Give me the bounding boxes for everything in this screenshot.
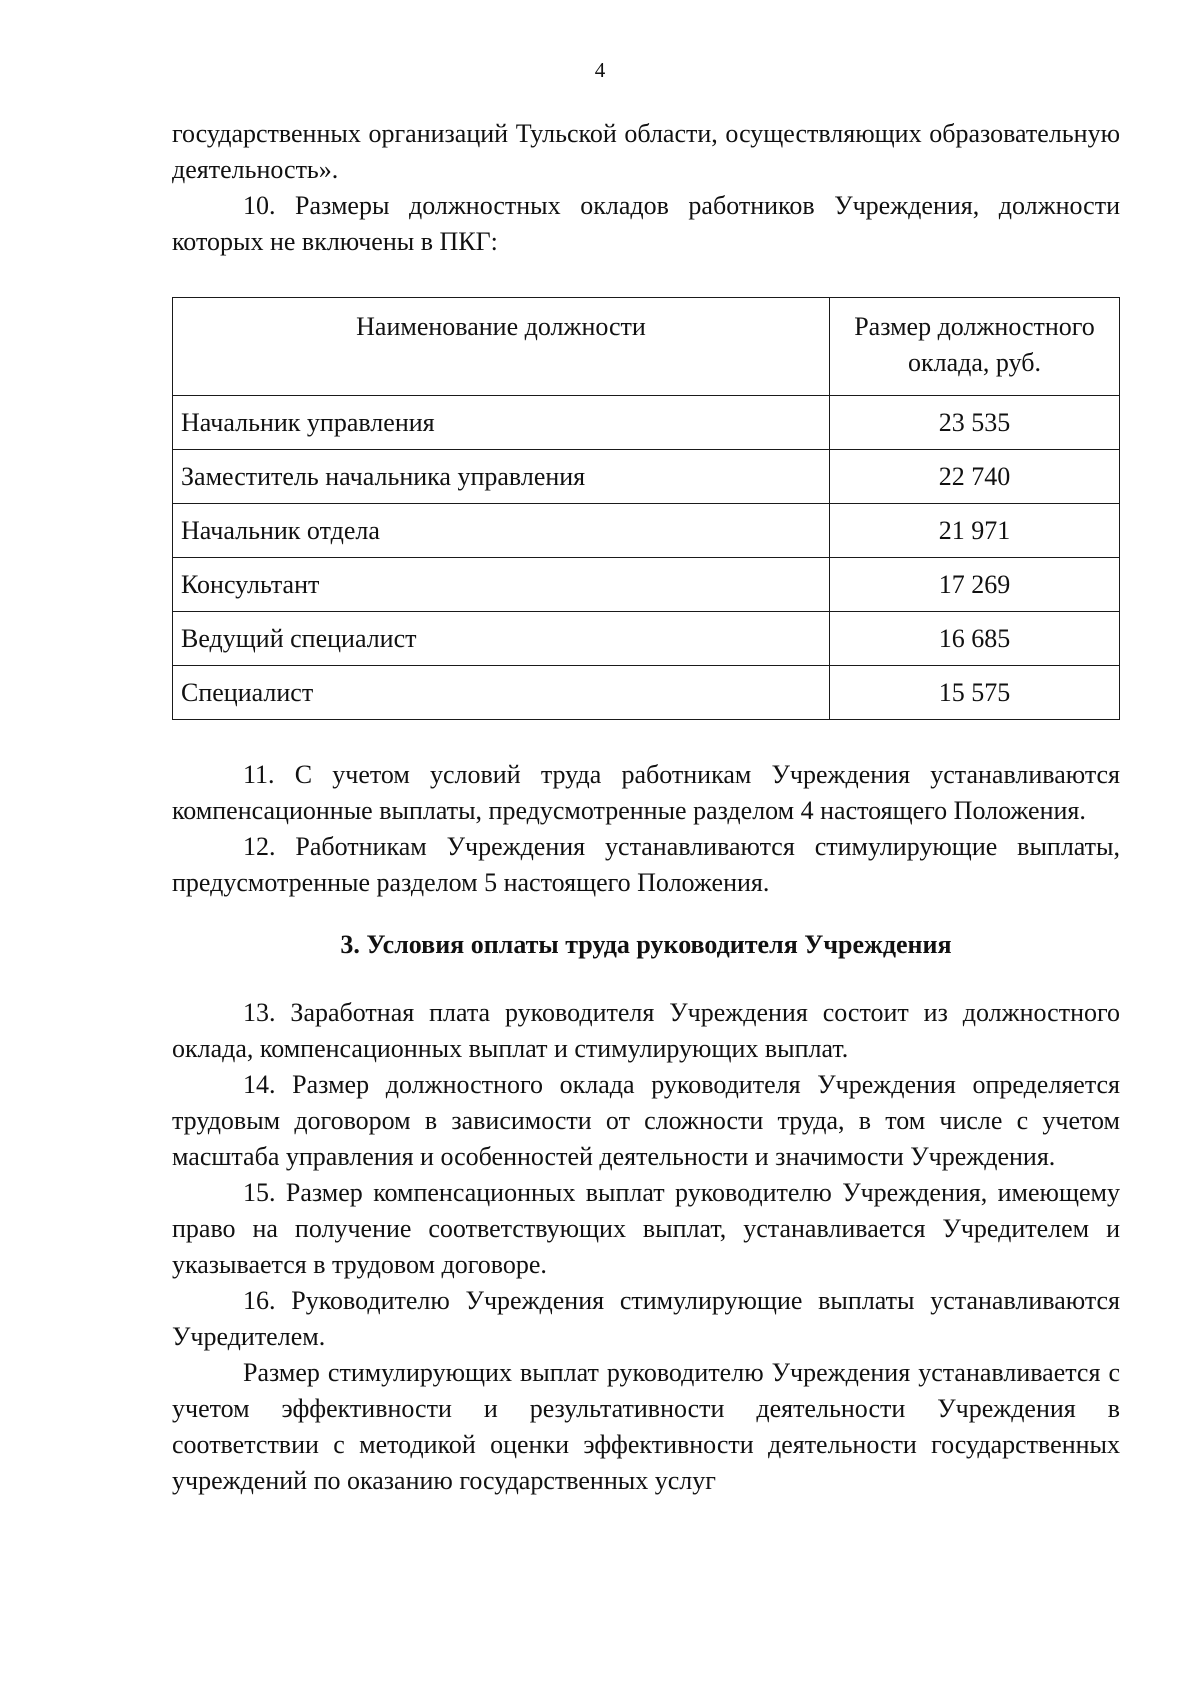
position-name-cell: Ведущий специалист	[173, 612, 830, 666]
header-salary: Размер должностного оклада, руб.	[830, 298, 1120, 396]
paragraph-12: 12. Работникам Учреждения устанавливаются стимулирующие выплаты, предусмотренные разделом 5 настоящего Положения.	[172, 832, 1120, 897]
paragraph-14: 14. Размер должностного оклада руководителя Учреждения определяется трудовым договором в зависимости от сложности труда, в том числе с учетом масштаба управления и особенностей деятельности и значимости Учреждения.	[172, 1070, 1120, 1171]
table-row	[173, 450, 1120, 504]
table-row	[173, 396, 1120, 450]
paragraph-11: 11. С учетом условий труда работникам Учреждения устанавливаются компенсационные выплаты, предусмотренные разделом 4 настоящего Положения.	[172, 760, 1120, 825]
paragraph-10: 10. Размеры должностных окладов работников Учреждения, должности которых не включены в ПКГ:	[172, 191, 1120, 256]
header-position-name: Наименование должности	[173, 298, 830, 396]
position-name-cell: Консультант	[173, 558, 830, 612]
salary-cell: 17 269	[830, 558, 1120, 612]
paragraph-16-continued: Размер стимулирующих выплат руководителю Учреждения устанавливается с учетом эффективности и результативности деятельности Учреждения в соответствии с методикой оценки эффективности деятельности государственных учреждений по оказанию государственных услуг	[172, 1358, 1120, 1495]
position-name-cell: Начальник отдела	[173, 504, 830, 558]
salary-cell: 21 971	[830, 504, 1120, 558]
salary-cell: 22 740	[830, 450, 1120, 504]
table-row	[173, 558, 1120, 612]
position-name-cell: Начальник управления	[173, 396, 830, 450]
salary-cell: 23 535	[830, 396, 1120, 450]
salary-cell: 16 685	[830, 612, 1120, 666]
table-row	[173, 504, 1120, 558]
position-name-cell: Заместитель начальника управления	[173, 450, 830, 504]
position-name-cell: Специалист	[173, 666, 830, 720]
paragraph-16: 16. Руководителю Учреждения стимулирующие выплаты устанавливаются Учредителем.	[172, 1286, 1120, 1351]
salary-cell: 15 575	[830, 666, 1120, 720]
table-header-row	[173, 298, 1120, 396]
page-number: 4	[594, 58, 606, 82]
section-heading: 3. Условия оплаты труда руководителя Учреждения	[340, 930, 952, 959]
table-row	[173, 612, 1120, 666]
paragraph-15: 15. Размер компенсационных выплат руководителю Учреждения, имеющему право на получение соответствующих выплат, устанавливается Учредителем и указывается в трудовом договоре.	[172, 1178, 1120, 1279]
paragraph-13: 13. Заработная плата руководителя Учреждения состоит из должностного оклада, компенсационных выплат и стимулирующих выплат.	[172, 998, 1120, 1063]
paragraph-continuation: государственных организаций Тульской области, осуществляющих образовательную деятельность».	[172, 119, 1120, 184]
salary-table	[172, 297, 1120, 720]
table-row	[173, 666, 1120, 720]
document-body	[172, 116, 1120, 1499]
